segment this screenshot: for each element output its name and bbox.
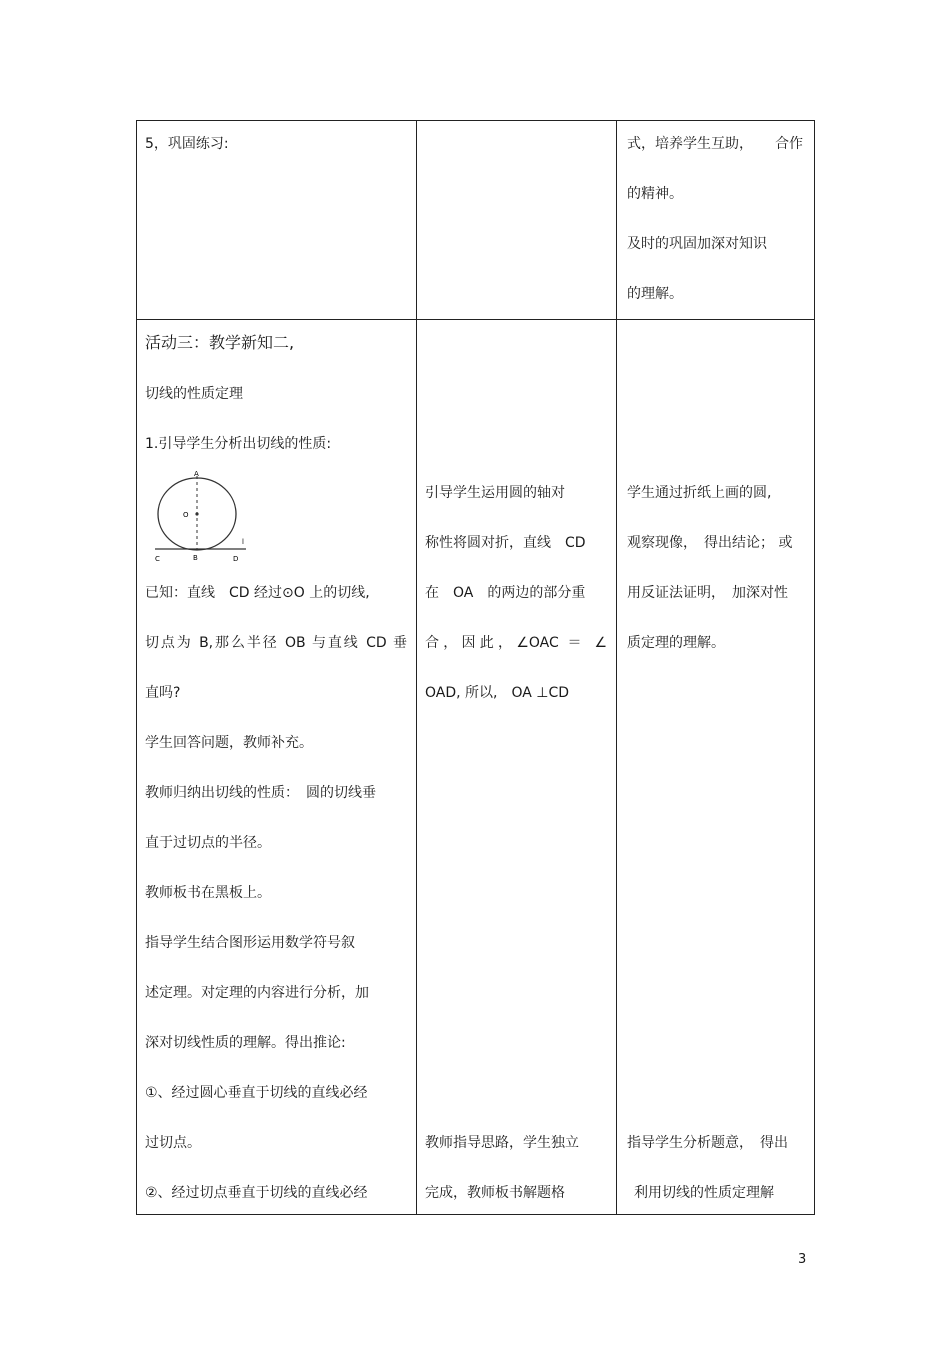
text-line: 学生通过折纸上画的圆, [627,485,772,501]
section-subtitle: 切线的性质定理 [145,386,243,402]
row2-middle-cell [417,320,617,1215]
text-line: 在 OA 的两边的部分重 [425,585,586,601]
text-line: 合作 [775,136,803,152]
text-line: 过切点。 [145,1135,201,1151]
label-a: A [194,470,199,478]
label-d: D [233,555,239,563]
tangent-circle-diagram [151,468,251,566]
row2-left-cell [137,320,417,1215]
text-line: 述定理。对定理的内容进行分析，加 [145,985,369,1001]
text-line: OAD, 所以, OA ⊥CD [425,685,570,701]
text-line: 指导学生结合图形运用数学符号叙 [145,935,355,951]
text-line: 直于过切点的半径。 [145,835,271,851]
row1-right-cell [617,121,815,320]
text-line: 观察现像， 得出结论； 或 [627,535,793,551]
table-row [137,121,815,320]
text-line: 教师指导思路，学生独立 [425,1135,579,1151]
practice-heading: 5，巩固练习: [145,136,229,152]
label-l: l [242,538,244,546]
text-line: 的理解。 [627,286,683,302]
text-line: 深对切线性质的理解。得出推论: [145,1035,346,1051]
row1-middle-cell [417,121,617,320]
text-line: ①、经过圆心垂直于切线的直线必经 [145,1085,368,1101]
item-heading: 1.引导学生分析出切线的性质: [145,436,332,452]
label-o: O [183,511,189,519]
text-line: 切点为 B,那么半径 OB 与直线 CD 垂 [145,635,407,651]
text-line: 质定理的理解。 [627,635,725,651]
text-line: 式，培养学生互助， [627,136,753,152]
lesson-plan-table [136,120,815,1215]
text-line: 完成，教师板书解题格 [425,1185,565,1201]
text-line: 称性将圆对折，直线 CD [425,535,586,551]
text-line: ②、经过切点垂直于切线的直线必经 [145,1185,368,1201]
center-point [195,512,198,515]
text-line: 直吗? [145,685,181,701]
text-line: 教师归纳出切线的性质： 圆的切线垂 [145,785,376,801]
text-line: 指导学生分析题意， 得出 [627,1135,788,1151]
text-line: 合，因此，∠OAC ＝ ∠ [425,635,607,651]
text-line: 学生回答问题，教师补充。 [145,735,313,751]
page-number: 3 [798,1252,807,1267]
text-line: 及时的巩固加深对知识 [627,236,767,252]
text-line: 用反证法证明， 加深对性 [627,585,788,601]
text-line: 已知：直线 CD 经过⊙O 上的切线, [145,585,370,601]
row2-right-cell [617,320,815,1215]
text-line: 的精神。 [627,186,683,202]
label-c: C [155,555,160,563]
text-line: 教师板书在黑板上。 [145,885,271,901]
table-row [137,320,815,1215]
label-b: B [193,554,198,562]
text-line: 利用切线的性质定理解 [634,1185,774,1201]
activity-title: 活动三：教学新知二, [145,333,295,352]
row1-left-cell [137,121,417,320]
text-line: 引导学生运用圆的轴对 [425,485,565,501]
